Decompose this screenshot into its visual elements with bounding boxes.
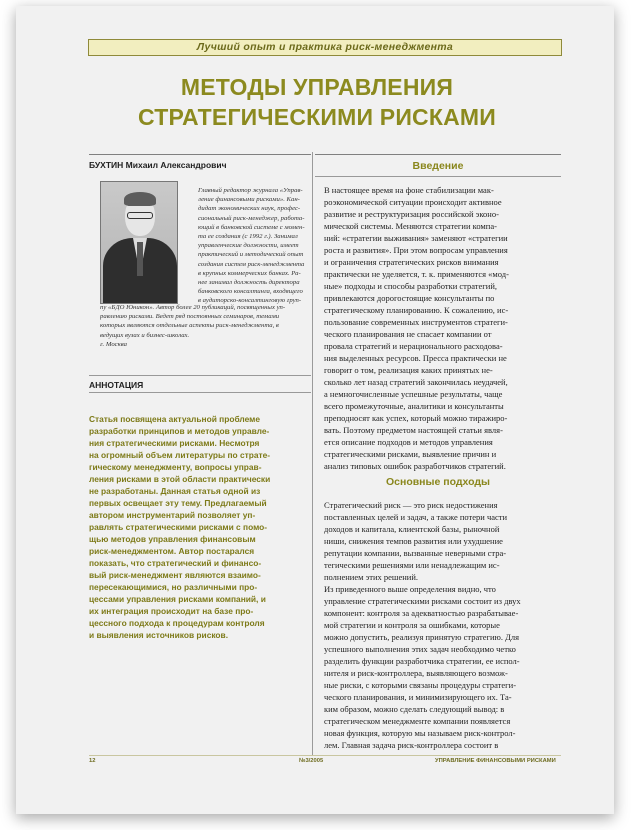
bio-line: Главный редактор журнала «Управ- <box>198 187 303 194</box>
annotation-line: показать, что стратегический и финансо- <box>89 558 262 568</box>
section-header: Лучший опыт и практика риск-менеджмента <box>88 39 562 56</box>
body-line: мической системы. Меняются стратегии компа- <box>324 221 497 231</box>
annotation-line: гическому менеджменту, вопросы управ- <box>89 462 262 472</box>
body-line: ные» подходы и способы разработки стратегий, <box>324 281 497 291</box>
author-bio <box>198 186 310 306</box>
title-line-1: МЕТОДЫ УПРАВЛЕНИЯ <box>180 74 454 100</box>
body-line: мой стратегии и контроля за ошибками, которые <box>324 620 500 630</box>
body-line: пользование современных инструментов стратеги- <box>324 317 508 327</box>
body-line: ниши, снижения темпов развития или ухудшение <box>324 536 503 546</box>
body-line: всего промежуточные, аналитики и консультанты <box>324 401 504 411</box>
title-line-2: СТРАТЕГИЧЕСКИМИ РИСКАМИ <box>137 104 496 130</box>
body-line: стратегическими рисками, выявление причин и <box>324 449 497 459</box>
body-line: стратегическом менеджменте компании появляется <box>324 716 511 726</box>
journal-name: УПРАВЛЕНИЕ ФИНАНСОВЫМИ РИСКАМИ <box>435 758 556 764</box>
annotation-line: не разработаны. Данная статья одной из <box>89 486 261 496</box>
bio-line: г. Москва <box>100 340 127 348</box>
annotation-line: на огромный объем литературы по страте- <box>89 450 271 460</box>
body-line: В настоящее время на фоне стабилизации мак- <box>324 185 494 195</box>
annotation-line: вый риск-менеджмент являются взаимо- <box>89 570 261 580</box>
bio-line: сиональный риск-менеджер, работа- <box>198 214 305 222</box>
bio-line: ведущих вузах и бизнес-школах. <box>100 331 190 339</box>
bio-line: управленческие должности, имеет <box>198 242 299 250</box>
annotation-line: разработки принципов и методов управле- <box>89 426 270 436</box>
body-line: сколько лет назад стратегий закончилась неудачей, <box>324 377 508 387</box>
body-line: говорит о том, реализация каких принятых не- <box>324 365 493 375</box>
author-photo <box>100 181 178 304</box>
body-line: вать. Поэтому предметом настоящей статьи явля- <box>324 425 503 435</box>
intro-rule <box>315 176 561 177</box>
journal-page <box>16 6 614 814</box>
bio-line: банковского консалтинга, входящего <box>198 288 303 296</box>
bio-line: создания систем риск-менеджмента <box>198 260 305 268</box>
annotation-bottom-rule <box>89 392 311 393</box>
body-line: поставленных целей и задач, а также потери части <box>324 512 508 522</box>
body-line: можно допустить, реализуя принятую стратегию. Для <box>324 632 520 642</box>
bio-line: в аудиторско-консалтинговую груп- <box>198 297 302 305</box>
annotation-line: щью методов управления финансовым <box>89 534 256 544</box>
body-line: успешного выполнения этих задач необходимо четко <box>324 644 516 654</box>
body-line: и ограничения стратегических рисков внимания <box>324 257 499 267</box>
body-line: тегическими решениями или ненадлежащим ис- <box>324 560 500 570</box>
body-line: ные риски, с которыми связаны процедуры стратеги- <box>324 680 517 690</box>
body-line: провала стратегий и нерационального расходова- <box>324 341 503 351</box>
body-line: развитие и реструктуризация российской эконо- <box>324 209 499 219</box>
annotation-heading: АННОТАЦИЯ <box>89 380 144 390</box>
bio-line: нее занимал должность директора <box>198 279 300 287</box>
bio-line: в крупных коммерческих банках. Ра- <box>198 269 301 277</box>
bio-line: та ее создания (с 1992 г.). Занимал <box>198 233 298 241</box>
body-line: полнением этих решений. <box>324 572 419 582</box>
body-line: стратегическому планированию. К сожалению, ис- <box>324 305 509 315</box>
annotation-line: автором инструментарий позволяет уп- <box>89 510 256 520</box>
body-line: ния выделенных ресурсов. Пресса практически не <box>324 353 507 363</box>
annotation-text <box>89 413 309 641</box>
body-line: привлекаются дорогостоящие консультанты по <box>324 293 495 303</box>
annotation-line: Статья посвящена актуальной проблеме <box>89 414 261 424</box>
body-line: разделить функции разработчика стратегии, ее испол- <box>324 656 520 666</box>
body-line: Из приведенного выше определения видно, что <box>324 584 496 594</box>
body-line: управление стратегическими рисками состоит из двух <box>324 596 521 606</box>
body-line: нителя и риск-контроллера, выявляющего возмож- <box>324 668 508 678</box>
bio-line: которых являются отдельные аспекты риск-менеджмента, в <box>100 322 279 330</box>
body-line: а немногочисленные успешные результаты, чаще <box>324 389 503 399</box>
body-line: преподносят как успех, который можно тиражиро- <box>324 413 508 423</box>
body-line: репутации компании, вызванные неверными стра- <box>324 548 507 558</box>
body-line: практически не уделяется, т. к. применяются «мод- <box>324 269 509 279</box>
bio-line: равлению рисками. Ведет ряд постоянных семинаров, темами <box>100 313 280 321</box>
body-line: анализ типовых ошибок разработчиков стратегий. <box>324 461 506 471</box>
body-line: Стратегический риск — это риск недостижения <box>324 500 498 510</box>
body-line: ким образом, можно сделать следующий вывод: в <box>324 704 505 714</box>
body-line: роста и развития». При этом вопросам управления <box>324 245 508 255</box>
intro-text <box>324 184 561 472</box>
intro-heading: Введение <box>412 160 464 172</box>
basic-heading: Основные подходы <box>385 476 491 488</box>
annotation-line: ния стратегическими рисками. Несмотря <box>89 438 260 448</box>
body-line: ческого планирования не спасает компании от <box>324 329 492 339</box>
annotation-line: пересекающимися, но различными про- <box>89 582 258 592</box>
column-divider <box>312 152 313 756</box>
basic-text <box>324 499 561 751</box>
issue-number: №3/2005 <box>299 758 324 764</box>
annotation-line: первых освещает эту тему. Предлагаемый <box>89 498 267 508</box>
bio-line: ление финансовыми рисками». Кан- <box>198 196 300 204</box>
bio-line: пу «БДО Юникон». Автор более 20 публикаций, посвященных уп- <box>100 304 286 311</box>
body-line: лем. Главная задача риск-контроллера состоит в <box>324 740 499 750</box>
body-line: роэкономической ситуации происходит активное <box>324 197 502 207</box>
annotation-line: и выявления источников рисков. <box>89 630 229 640</box>
left-top-rule <box>89 154 311 155</box>
annotation-line: риск-менеджментом. Автор постарался <box>89 546 255 556</box>
bio-line: практический и методический опыт <box>198 251 304 259</box>
bio-line: дидат экономических наук, профес- <box>198 205 301 213</box>
author-bio-continued <box>100 303 312 349</box>
body-line: ний: «стратегии выживания» заменяют «стратегии <box>324 233 508 243</box>
annotation-line: ления рисками в этой области практически <box>89 474 271 484</box>
body-line: ческого планирования, и минимизирующего их. Та- <box>324 692 512 702</box>
author-name: БУХТИН Михаил Александрович <box>89 160 227 170</box>
body-line: новая функция, которую мы называем риск-контрол- <box>324 728 516 738</box>
body-line: ется описание подходов и методов управления <box>324 437 493 447</box>
body-line: компонент: контроля за адекватностью разрабатывае- <box>324 608 519 618</box>
annotation-top-rule <box>89 375 311 376</box>
annotation-line: равлять стратегическими рисками с помо- <box>89 522 268 532</box>
annotation-line: цессами управления рисками компаний, и <box>89 594 266 604</box>
body-line: доходов и капитала, клиентской базы, рыночной <box>324 524 500 534</box>
bio-line: ющий в банковской системе с момен- <box>198 223 305 231</box>
page-number: 12 <box>89 758 96 764</box>
annotation-line: их интеграция происходит на базе про- <box>89 606 254 616</box>
footer-rule <box>89 755 561 756</box>
right-top-rule <box>315 154 561 155</box>
annotation-line: цессного подхода к процедурам контроля <box>89 618 265 628</box>
article-title <box>56 72 578 132</box>
